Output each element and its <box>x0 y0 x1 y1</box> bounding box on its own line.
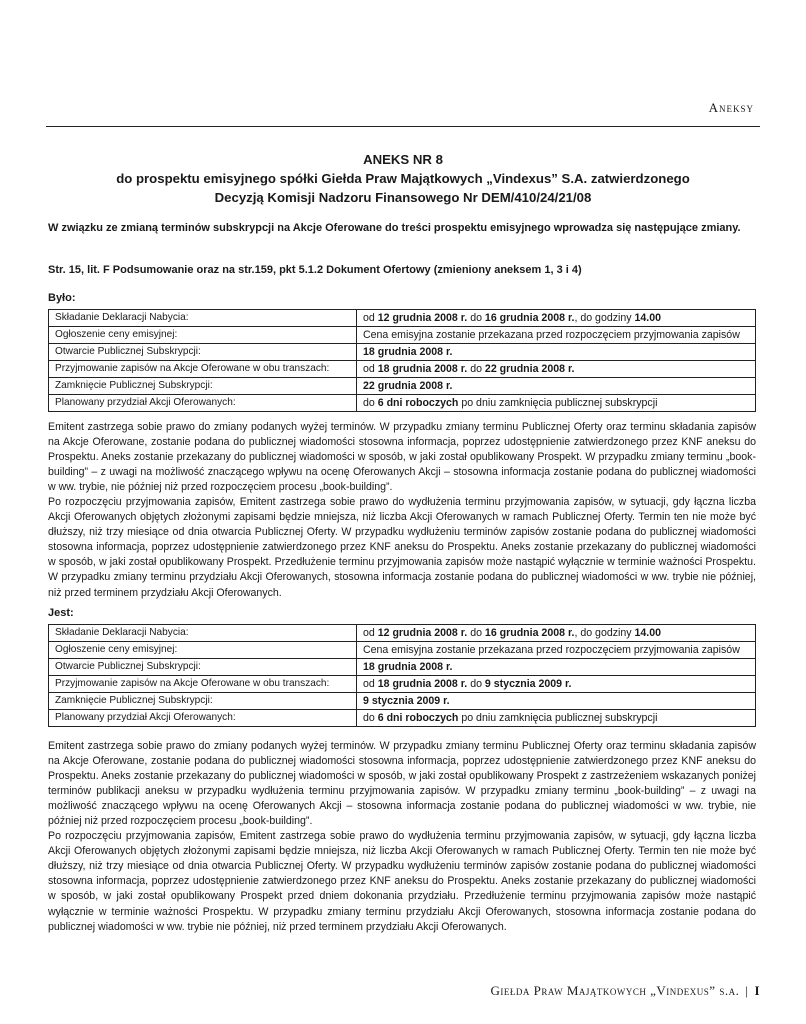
value-emphasis: 6 dni roboczych <box>377 397 459 409</box>
section-reference: Str. 15, lit. F Podsumowanie oraz na str.159, pkt 5.1.2 Dokument Ofertowy (zmieniony aneksem 1, 3 i 4) <box>48 264 582 276</box>
table-row <box>49 310 756 327</box>
value-emphasis: 9 stycznia 2009 r. <box>484 678 572 690</box>
value-emphasis: 14.00 <box>634 627 662 639</box>
row-value <box>357 642 756 659</box>
document-title <box>46 150 760 207</box>
row-label: Otwarcie Publicznej Subskrypcji: <box>49 659 357 676</box>
before-notes <box>48 420 756 601</box>
paragraph: Po rozpoczęciu przyjmowania zapisów, Emitent zastrzega sobie prawo do wydłużenia terminu przyjmowania zapisów, w sytuacji, gdy łączna liczba Akcji Oferowanych objętych złożonymi zapisami będzie mniejsza, niż liczba Akcji Oferowanych w ramach Publicznej Oferty. Termin ten nie może być dłuższy, niż trzy miesiące od dnia otwarcia Publicznej Oferty. W przypadku wydłużeniu terminów zapisów zostanie podana do publicznej wiadomości stosowna informacja, poprzez udostępnienie zatwierdzonego przez KNF aneksu do Prospektu. Aneks zostanie przekazany do publicznej wiadomości w sposób, w jaki został opublikowany Prospekt przed dniem dokonania przydziału. Przedłużenie terminu przyjmowania zapisów może nastąpić wyłącznie w terminie ważności Prospektu. W przypadku zmiany terminu przydziału Akcji Oferowanych, stosowna informacja zostanie podana do publicznej wiadomości w ww. trybie nie później, niż przed terminem przydziału Akcji Oferowanych. <box>48 830 756 933</box>
page-number: I <box>754 983 760 998</box>
page-footer <box>490 983 760 999</box>
row-value <box>357 378 756 395</box>
paragraph: Po rozpoczęciu przyjmowania zapisów, Emitent zastrzega sobie prawo do wydłużenia terminu przyjmowania zapisów, w sytuacji, gdy łączna liczba Akcji Oferowanych objętych złożonymi zapisami będzie mniejsza, niż liczba Akcji Oferowanych w ramach Publicznej Oferty. Termin ten nie może być dłuższy, niż trzy miesiące od dnia otwarcia Publicznej Oferty. W przypadku wydłużeniu terminów zapisów zostanie podana do publicznej wiadomości stosowna informacja, poprzez udostępnienie zatwierdzonego przez KNF aneksu do Prospektu. Aneks zostanie przekazany do publicznej wiadomości w sposób, w jaki został opublikowany Prospekt. Przedłużenie terminu przyjmowania zapisów może nastąpić wyłącznie w terminie ważności Prospektu. W przypadku zmiany terminu przydziału Akcji Oferowanych, stosowna informacja zostanie podana do publicznej wiadomości w ww. trybie nie później, niż przed terminem przydziału Akcji Oferowanych. <box>48 496 756 599</box>
row-label: Przyjmowanie zapisów na Akcje Oferowane w obu transzach: <box>49 676 357 693</box>
table-row <box>49 625 756 642</box>
title-line-1: ANEKS NR 8 <box>363 152 443 167</box>
after-notes <box>48 739 756 935</box>
value-emphasis: 12 grudnia 2008 r. <box>377 627 468 639</box>
row-value <box>357 676 756 693</box>
title-line-3: Decyzją Komisji Nadzoru Finansowego Nr DEM/410/24/21/08 <box>214 190 592 205</box>
value-text: od <box>363 312 378 324</box>
row-label: Zamknięcie Publicznej Subskrypcji: <box>49 693 357 710</box>
value-text: Cena emisyjna zostanie przekazana przed rozpoczęciem przyjmowania zapisów <box>363 644 740 656</box>
table-row <box>49 693 756 710</box>
row-value <box>357 659 756 676</box>
title-line-2: do prospektu emisyjnego spółki Giełda Praw Majątkowych „Vindexus” S.A. zatwierdzonego <box>116 171 690 186</box>
value-text: po dniu zamknięcia publicznej subskrypcji <box>458 397 658 409</box>
row-value <box>357 693 756 710</box>
paragraph: Emitent zastrzega sobie prawo do zmiany podanych wyżej terminów. W przypadku zmiany terminu Publicznej Oferty oraz terminu składania zapisów na Akcje Oferowane, zostanie podana do publicznej wiadomości stosowna informacja, poprzez udostępnienie zatwierdzonego przez KNF aneksu do Prospektu. Aneks zostanie przekazany do publicznej wiadomości w sposób, w jaki został opublikowany Prospekt z zastrzeżeniem wskazanych poniżej terminów publikacji aneksu w przypadku wydłużenia terminu przyjmowania zapisów. W przypadku zmiany terminu „book-building” – z uwagi na możliwość znaczącego wpływu na ocenę Oferowanych Akcji – stosowna informacja zostanie podana do publicznej wiadomości w ww. trybie, nie później niż przed rozpoczęciem procesu „book-building”. <box>48 740 756 828</box>
row-value <box>357 361 756 378</box>
table-row <box>49 676 756 693</box>
value-emphasis: 16 grudnia 2008 r. <box>484 312 575 324</box>
after-label: Jest: <box>48 607 74 619</box>
row-value <box>357 710 756 727</box>
value-emphasis: 22 grudnia 2008 r. <box>363 380 453 392</box>
value-emphasis: 16 grudnia 2008 r. <box>484 627 575 639</box>
footer-separator: | <box>745 983 749 998</box>
value-emphasis: 18 grudnia 2008 r. <box>377 678 468 690</box>
value-text: do <box>467 678 485 690</box>
row-value <box>357 327 756 344</box>
value-emphasis: 14.00 <box>634 312 662 324</box>
table-row <box>49 344 756 361</box>
row-label: Ogłoszenie ceny emisyjnej: <box>49 327 357 344</box>
header-divider <box>46 126 760 127</box>
value-emphasis: 18 grudnia 2008 r. <box>363 661 453 673</box>
row-label: Zamknięcie Publicznej Subskrypcji: <box>49 378 357 395</box>
table-row <box>49 642 756 659</box>
value-text: , do godziny <box>574 312 635 324</box>
after-schedule-table <box>48 624 756 727</box>
table-row <box>49 378 756 395</box>
before-schedule-table <box>48 309 756 412</box>
value-text: , do godziny <box>574 627 635 639</box>
paragraph: Emitent zastrzega sobie prawo do zmiany podanych wyżej terminów. W przypadku zmiany terminu Publicznej Oferty oraz terminu składania zapisów na Akcje Oferowane, zostanie podana do publicznej wiadomości stosowna informacja, poprzez udostępnienie zatwierdzonego przez KNF aneksu do Prospektu. Aneks zostanie przekazany do publicznej wiadomości w sposób, w jaki został opublikowany Prospekt. W przypadku zmiany terminu „book-building” – z uwagi na możliwość znaczącego wpływu na ocenę Oferowanych Akcji – stosowna informacja zostanie podana do publicznej wiadomości w ww. trybie, nie później niż przed rozpoczęciem procesu „book-building”. <box>48 421 756 494</box>
table-row <box>49 327 756 344</box>
value-text: do <box>467 363 485 375</box>
value-text: po dniu zamknięcia publicznej subskrypcji <box>458 712 658 724</box>
value-text: do <box>363 712 378 724</box>
value-text: od <box>363 627 378 639</box>
table-row <box>49 659 756 676</box>
row-label: Planowany przydział Akcji Oferowanych: <box>49 710 357 727</box>
value-emphasis: 9 stycznia 2009 r. <box>363 695 450 707</box>
intro-text: W związku ze zmianą terminów subskrypcji na Akcje Oferowane do treści prospektu emisyjnego wprowadza się następujące zmiany. <box>48 222 741 234</box>
row-label: Planowany przydział Akcji Oferowanych: <box>49 395 357 412</box>
row-label: Składanie Deklaracji Nabycia: <box>49 310 357 327</box>
row-value <box>357 395 756 412</box>
row-value <box>357 625 756 642</box>
value-text: do <box>467 312 485 324</box>
value-emphasis: 18 grudnia 2008 r. <box>377 363 468 375</box>
row-value <box>357 310 756 327</box>
table-row <box>49 710 756 727</box>
row-label: Otwarcie Publicznej Subskrypcji: <box>49 344 357 361</box>
value-text: od <box>363 678 378 690</box>
row-label: Ogłoszenie ceny emisyjnej: <box>49 642 357 659</box>
row-label: Przyjmowanie zapisów na Akcje Oferowane w obu transzach: <box>49 361 357 378</box>
row-label: Składanie Deklaracji Nabycia: <box>49 625 357 642</box>
before-label: Było: <box>48 292 76 304</box>
row-value <box>357 344 756 361</box>
value-emphasis: 22 grudnia 2008 r. <box>484 363 575 375</box>
section-header: Aneksy <box>708 100 754 115</box>
value-text: do <box>363 397 378 409</box>
footer-company: Giełda Praw Majątkowych „Vindexus” s.a. <box>490 983 740 998</box>
value-emphasis: 18 grudnia 2008 r. <box>363 346 453 358</box>
value-emphasis: 6 dni roboczych <box>377 712 459 724</box>
value-text: do <box>467 627 485 639</box>
table-row <box>49 395 756 412</box>
value-emphasis: 12 grudnia 2008 r. <box>377 312 468 324</box>
value-text: od <box>363 363 378 375</box>
value-text: Cena emisyjna zostanie przekazana przed rozpoczęciem przyjmowania zapisów <box>363 329 740 341</box>
table-row <box>49 361 756 378</box>
